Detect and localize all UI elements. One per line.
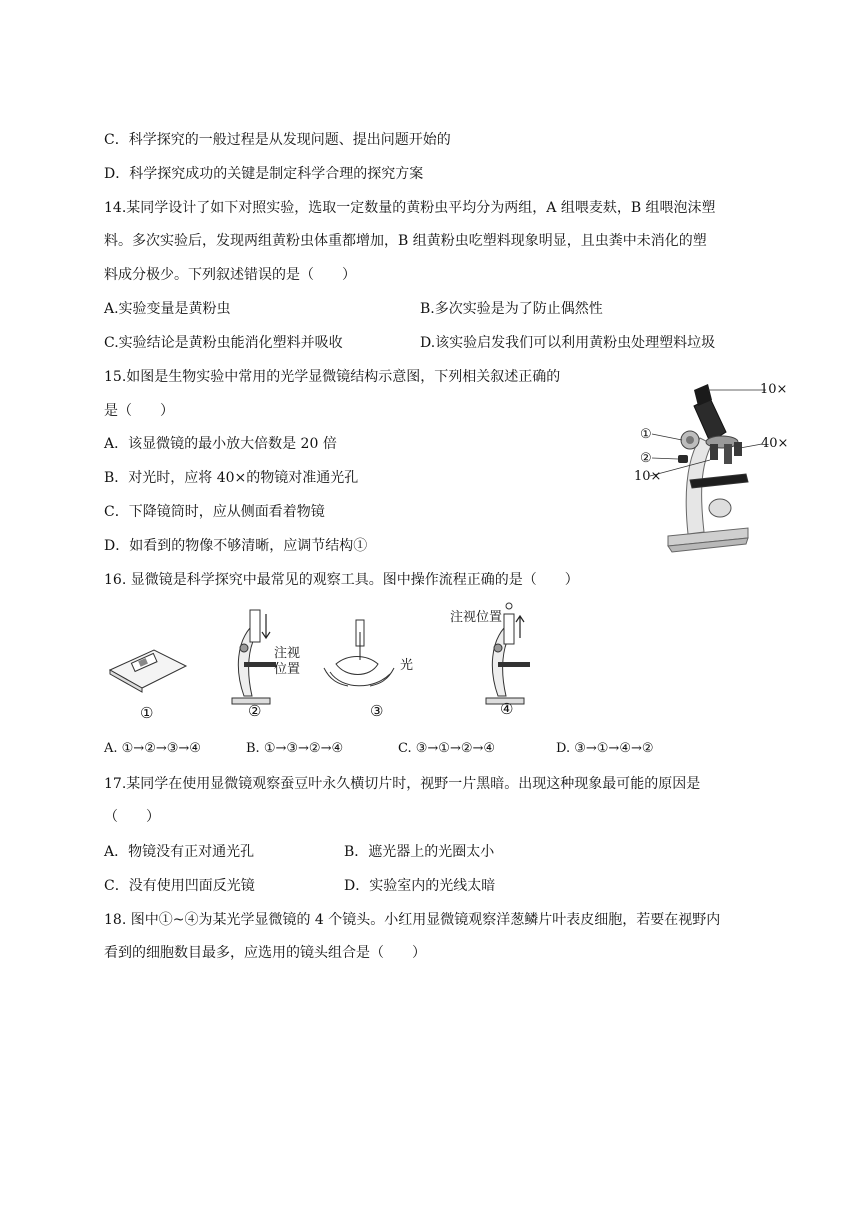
q18-stem-line-2: 看到的细胞数目最多，应选用的镜头组合是（ ） xyxy=(104,945,426,961)
step-2-number: ② xyxy=(248,702,262,720)
q17-option-c: C．没有使用凹面反光镜 xyxy=(104,878,255,894)
q16-option-c: C. ③→①→②→④ xyxy=(398,741,496,756)
step-4-text: 注视位置 xyxy=(450,610,503,625)
q14-option-b: B.多次实验是为了防止偶然性 xyxy=(420,301,603,317)
q16-option-b: B. ①→③→②→④ xyxy=(246,741,344,756)
q17-option-d: D．实验室内的光线太暗 xyxy=(344,878,496,894)
q14-stem-line-1: 14.某同学设计了如下对照实验，选取一定数量的黄粉虫平均分为两组，A 组喂麦麸，B 组喂泡沫塑 xyxy=(104,200,716,216)
q16-option-a: A. ①→②→③→④ xyxy=(104,741,201,756)
q15-option-c: C．下降镜筒时，应从侧面看着物镜 xyxy=(104,504,325,520)
q14-option-c: C.实验结论是黄粉虫能消化塑料并吸收 xyxy=(104,335,343,351)
structure-2-label: ② xyxy=(640,451,652,466)
operation-steps-figure xyxy=(104,598,604,720)
objective-10x-label: 10× xyxy=(634,469,662,484)
step-1-number: ① xyxy=(140,704,154,722)
step-2-text-zhushi: 注视 xyxy=(274,646,301,661)
q16-option-d: D. ③→①→④→② xyxy=(556,741,654,756)
q14-option-a: A.实验变量是黄粉虫 xyxy=(104,301,231,317)
q16-stem: 16. 显微镜是科学探究中最常见的观察工具。图中操作流程正确的是（ ） xyxy=(104,572,579,588)
q14-stem-line-2: 料。多次实验后，发现两组黄粉虫体重都增加，B 组黄粉虫吃塑料现象明显，且虫粪中未消化的塑 xyxy=(104,233,707,249)
q13-option-c: C．科学探究的一般过程是从发现问题、提出问题开始的 xyxy=(104,132,451,148)
q15-option-b: B．对光时，应将 40×的物镜对准通光孔 xyxy=(104,470,359,486)
step-2-text-weizhi: 位置 xyxy=(274,662,301,677)
q17-option-a: A．物镜没有正对通光孔 xyxy=(104,844,255,860)
step-3-text-light: 光 xyxy=(400,658,414,673)
q14-option-d: D.该实验启发我们可以利用黄粉虫处理塑料垃圾 xyxy=(420,335,716,351)
q15-stem-line-2: 是（ ） xyxy=(104,403,174,419)
q15-option-a: A．该显微镜的最小放大倍数是 20 倍 xyxy=(104,436,337,452)
q15-option-d: D．如看到的物像不够清晰，应调节结构① xyxy=(104,538,368,554)
q14-stem-line-3: 料成分极少。下列叙述错误的是（ ） xyxy=(104,267,356,283)
eyepiece-label: 10× xyxy=(760,382,788,397)
objective-40x-label: 40× xyxy=(761,436,789,451)
structure-1-label: ① xyxy=(640,427,652,442)
q13-option-d: D．科学探究成功的关键是制定科学合理的探究方案 xyxy=(104,166,424,182)
q17-stem-line-1: 17.某同学在使用显微镜观察蚕豆叶永久横切片时，视野一片黑暗。出现这种现象最可能的原因是 xyxy=(104,776,701,792)
q17-option-b: B．遮光器上的光圈太小 xyxy=(344,844,495,860)
step-3-number: ③ xyxy=(370,702,384,720)
step-4-number: ④ xyxy=(500,700,514,718)
microscope-figure xyxy=(628,376,788,556)
q17-stem-line-2: （ ） xyxy=(104,809,160,825)
q18-stem-line-1: 18. 图中①~④为某光学显微镜的 4 个镜头。小红用显微镜观察洋葱鳞片叶表皮细胞，若要在视野内 xyxy=(104,912,721,928)
q15-stem-line-1: 15.如图是生物实验中常用的光学显微镜结构示意图，下列相关叙述正确的 xyxy=(104,369,561,385)
